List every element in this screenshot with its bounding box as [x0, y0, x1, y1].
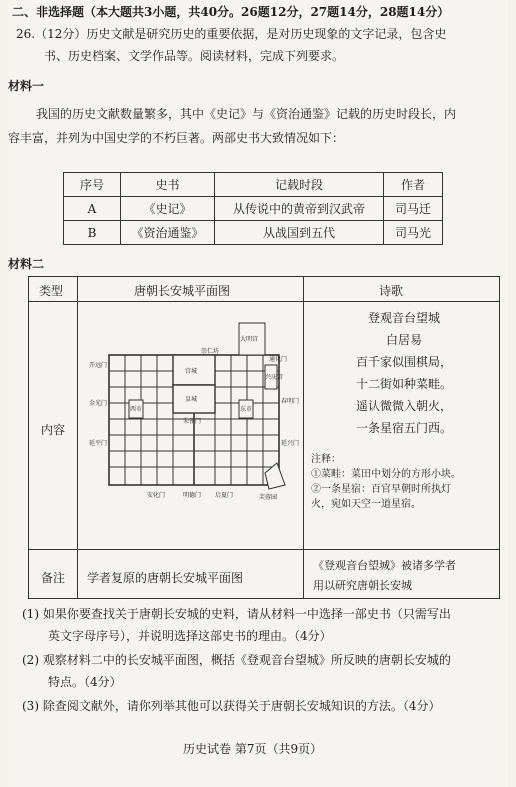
question-2-cont: 特点。（4分） [48, 675, 122, 689]
history-books-table [63, 172, 443, 245]
map-label-yanxing: 延兴门 [281, 440, 299, 447]
header-map: 唐朝长安城平面图 [134, 284, 231, 298]
city-plan-diagram [89, 305, 299, 505]
map-label-furong: 芙蓉园 [259, 494, 278, 501]
question-2: (2) 观察材料二中的长安城平面图，概括《登观音台望城》所反映的唐朝长安城的 [22, 653, 451, 667]
map-label-xingqing: 兴庆宫 [265, 374, 284, 381]
map-label-kaiyuan: 开远门 [89, 362, 108, 369]
poem-line: 百千家似围棋局， [355, 355, 452, 369]
map-label-west-market: 西市 [130, 406, 143, 413]
exam-page [8, 0, 508, 787]
table-header-row [64, 173, 443, 197]
table-cell: 司马迁 [384, 197, 443, 221]
notes-label: 注释： [311, 454, 341, 465]
material-2-table [28, 276, 500, 599]
row-content-label: 内容 [41, 423, 66, 437]
question-1-cont: 英文字母序号），并说明选择这部史书的理由。（4分） [48, 629, 332, 643]
table-header-cell: 序号 [64, 173, 121, 197]
table-header-cell: 记载时段 [215, 173, 384, 197]
map-label-tonghua: 通化门 [269, 356, 288, 363]
material-1-title: 材料一 [8, 79, 45, 93]
table-cell: 《史记》 [121, 197, 215, 221]
map-label-zhuque: 朱雀门 [183, 418, 202, 425]
map-label-yanping: 延平门 [89, 440, 108, 447]
map-label-chunming: 春明门 [281, 398, 299, 405]
table-header-cell: 作者 [384, 173, 443, 197]
map-note: 学者复原的唐朝长安城平面图 [87, 571, 244, 585]
map-label-mingde: 明德门 [183, 492, 202, 499]
question-3: (3) 除查阅文献外，请你列举其他可以获得关于唐朝长安城知识的方法。（4分） [22, 699, 441, 713]
poem-line: 十二街如种菜畦。 [355, 377, 452, 391]
table-cell: 司马光 [384, 221, 443, 245]
table-row [64, 221, 443, 245]
question-26-intro: 26.（12分）历史文献是研究历史的重要依据，是对历史现象的文字记录，包含史 [16, 27, 447, 41]
page-footer: 历史试卷 第7页（共9页） [183, 742, 323, 756]
section-heading: 二、非选择题（本大题共3小题，共40分。26题12分，27题14分，28题14分） [12, 5, 450, 19]
table-cell: A [64, 197, 121, 221]
poem-author: 白居易 [385, 333, 422, 347]
map-label-daming: 大明宫 [240, 336, 259, 343]
map-label-east-market: 东市 [240, 406, 253, 413]
question-1: (1) 如果你要查找关于唐朝长安城的史料，请从材料一中选择一部史书（只需写出 [22, 607, 451, 621]
table-cell: 从战国到五代 [215, 221, 384, 245]
map-label-chongren: 崇仁坊 [201, 348, 220, 355]
header-poem: 诗歌 [379, 284, 404, 298]
header-type: 类型 [39, 284, 64, 298]
material-1-para-cont: 容丰富，并列为中国史学的不朽巨著。两部史书大致情况如下： [8, 131, 345, 145]
row-note-label: 备注 [41, 571, 66, 585]
note-item: 火，宛如天空一道星宿。 [311, 499, 421, 510]
poem-line: 遥认微微入朝火， [355, 399, 452, 413]
note-item: ①菜畦：菜田中划分的方形小块。 [311, 469, 461, 480]
poem-note: 《登观音台望城》被诸多学者 [313, 559, 456, 572]
poem-title: 登观音台望城 [367, 311, 440, 325]
map-label-qixia: 启夏门 [215, 492, 234, 499]
poem-notes [311, 452, 495, 512]
poem-block [319, 307, 489, 439]
poem-note-cont: 用以研究唐朝长安城 [313, 579, 412, 592]
table-cell: 《资治通鉴》 [121, 221, 215, 245]
material-2-title: 材料二 [8, 257, 45, 271]
map-label-anhua: 安化门 [147, 492, 166, 499]
note-item: ②一条星宿：百官早朝时所执灯 [311, 484, 451, 495]
changan-city-map [89, 305, 299, 505]
map-label-imperial: 皇城 [185, 396, 198, 403]
table-row [64, 197, 443, 221]
map-label-palace: 宫城 [185, 368, 198, 375]
map-label-jinguang: 金光门 [89, 400, 108, 407]
question-26-intro-cont: 书、历史档案、文学作品等。阅读材料，完成下列要求。 [44, 49, 345, 63]
table-cell: 从传说中的黄帝到汉武帝 [215, 197, 384, 221]
table-cell: B [64, 221, 121, 245]
table-header-cell: 史书 [121, 173, 215, 197]
material-1-para: 我国的历史文献数量繁多，其中《史记》与《资治通鉴》记载的历史时段长，内 [36, 107, 457, 121]
poem-line: 一条星宿五门西。 [355, 421, 452, 435]
